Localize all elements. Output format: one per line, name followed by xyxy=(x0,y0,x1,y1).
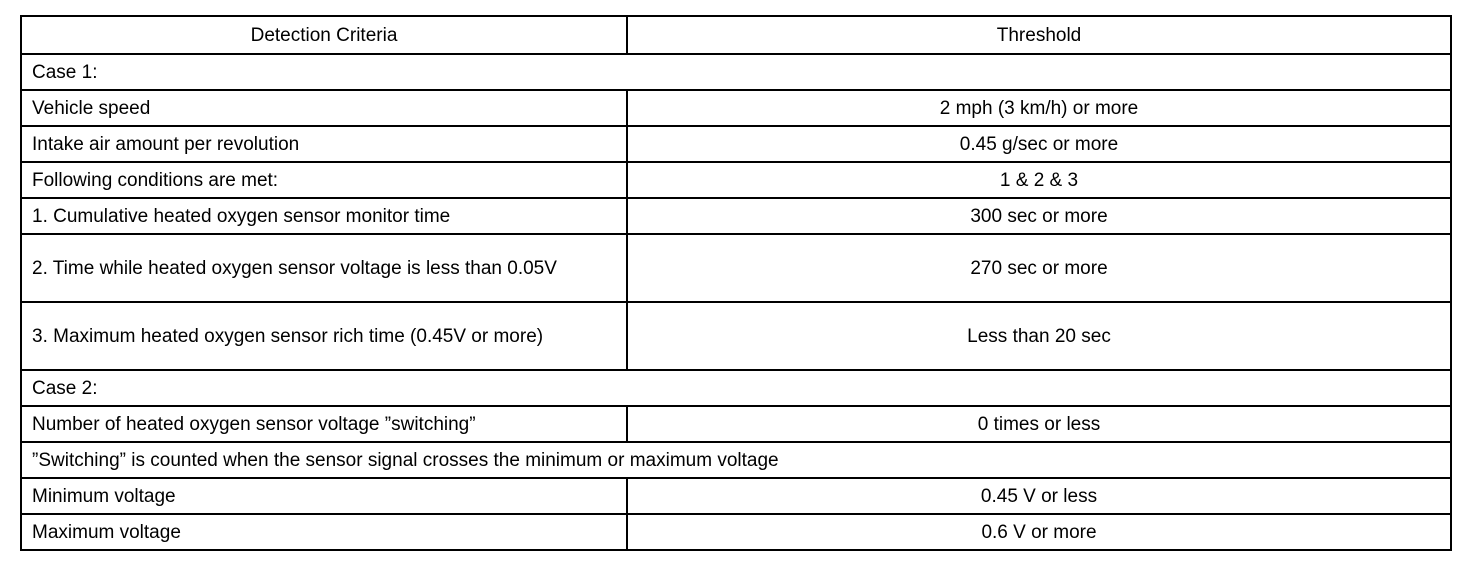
table-row xyxy=(21,514,1451,550)
header-detection-criteria: Detection Criteria xyxy=(21,16,627,54)
criteria-cell: 2. Time while heated oxygen sensor voltage is less than 0.05V xyxy=(21,234,627,302)
table-header xyxy=(21,16,1451,54)
threshold-cell: 0.45 g/sec or more xyxy=(627,126,1451,162)
criteria-cell: Maximum voltage xyxy=(21,514,627,550)
threshold-cell: 2 mph (3 km/h) or more xyxy=(627,90,1451,126)
table-row xyxy=(21,198,1451,234)
case-1-row xyxy=(21,54,1451,90)
case-2-label: Case 2: xyxy=(21,370,1451,406)
table-row xyxy=(21,90,1451,126)
threshold-cell: Less than 20 sec xyxy=(627,302,1451,370)
threshold-cell: 0 times or less xyxy=(627,406,1451,442)
criteria-cell: Vehicle speed xyxy=(21,90,627,126)
detection-criteria-table xyxy=(20,15,1452,551)
criteria-cell: Following conditions are met: xyxy=(21,162,627,198)
threshold-cell: 300 sec or more xyxy=(627,198,1451,234)
header-threshold: Threshold xyxy=(627,16,1451,54)
criteria-cell: Intake air amount per revolution xyxy=(21,126,627,162)
table-row xyxy=(21,126,1451,162)
switching-note-row xyxy=(21,442,1451,478)
case-1-label: Case 1: xyxy=(21,54,1451,90)
table-row xyxy=(21,478,1451,514)
switching-note: ”Switching” is counted when the sensor signal crosses the minimum or maximum voltage xyxy=(21,442,1451,478)
criteria-cell: 3. Maximum heated oxygen sensor rich time (0.45V or more) xyxy=(21,302,627,370)
table-row xyxy=(21,406,1451,442)
table-body xyxy=(21,54,1451,550)
threshold-cell: 270 sec or more xyxy=(627,234,1451,302)
table-row xyxy=(21,234,1451,302)
case-2-row xyxy=(21,370,1451,406)
threshold-cell: 0.45 V or less xyxy=(627,478,1451,514)
criteria-cell: 1. Cumulative heated oxygen sensor monitor time xyxy=(21,198,627,234)
header-row xyxy=(21,16,1451,54)
threshold-cell: 1 & 2 & 3 xyxy=(627,162,1451,198)
table-row xyxy=(21,162,1451,198)
threshold-cell: 0.6 V or more xyxy=(627,514,1451,550)
table-row xyxy=(21,302,1451,370)
criteria-cell: Number of heated oxygen sensor voltage ”switching” xyxy=(21,406,627,442)
criteria-cell: Minimum voltage xyxy=(21,478,627,514)
